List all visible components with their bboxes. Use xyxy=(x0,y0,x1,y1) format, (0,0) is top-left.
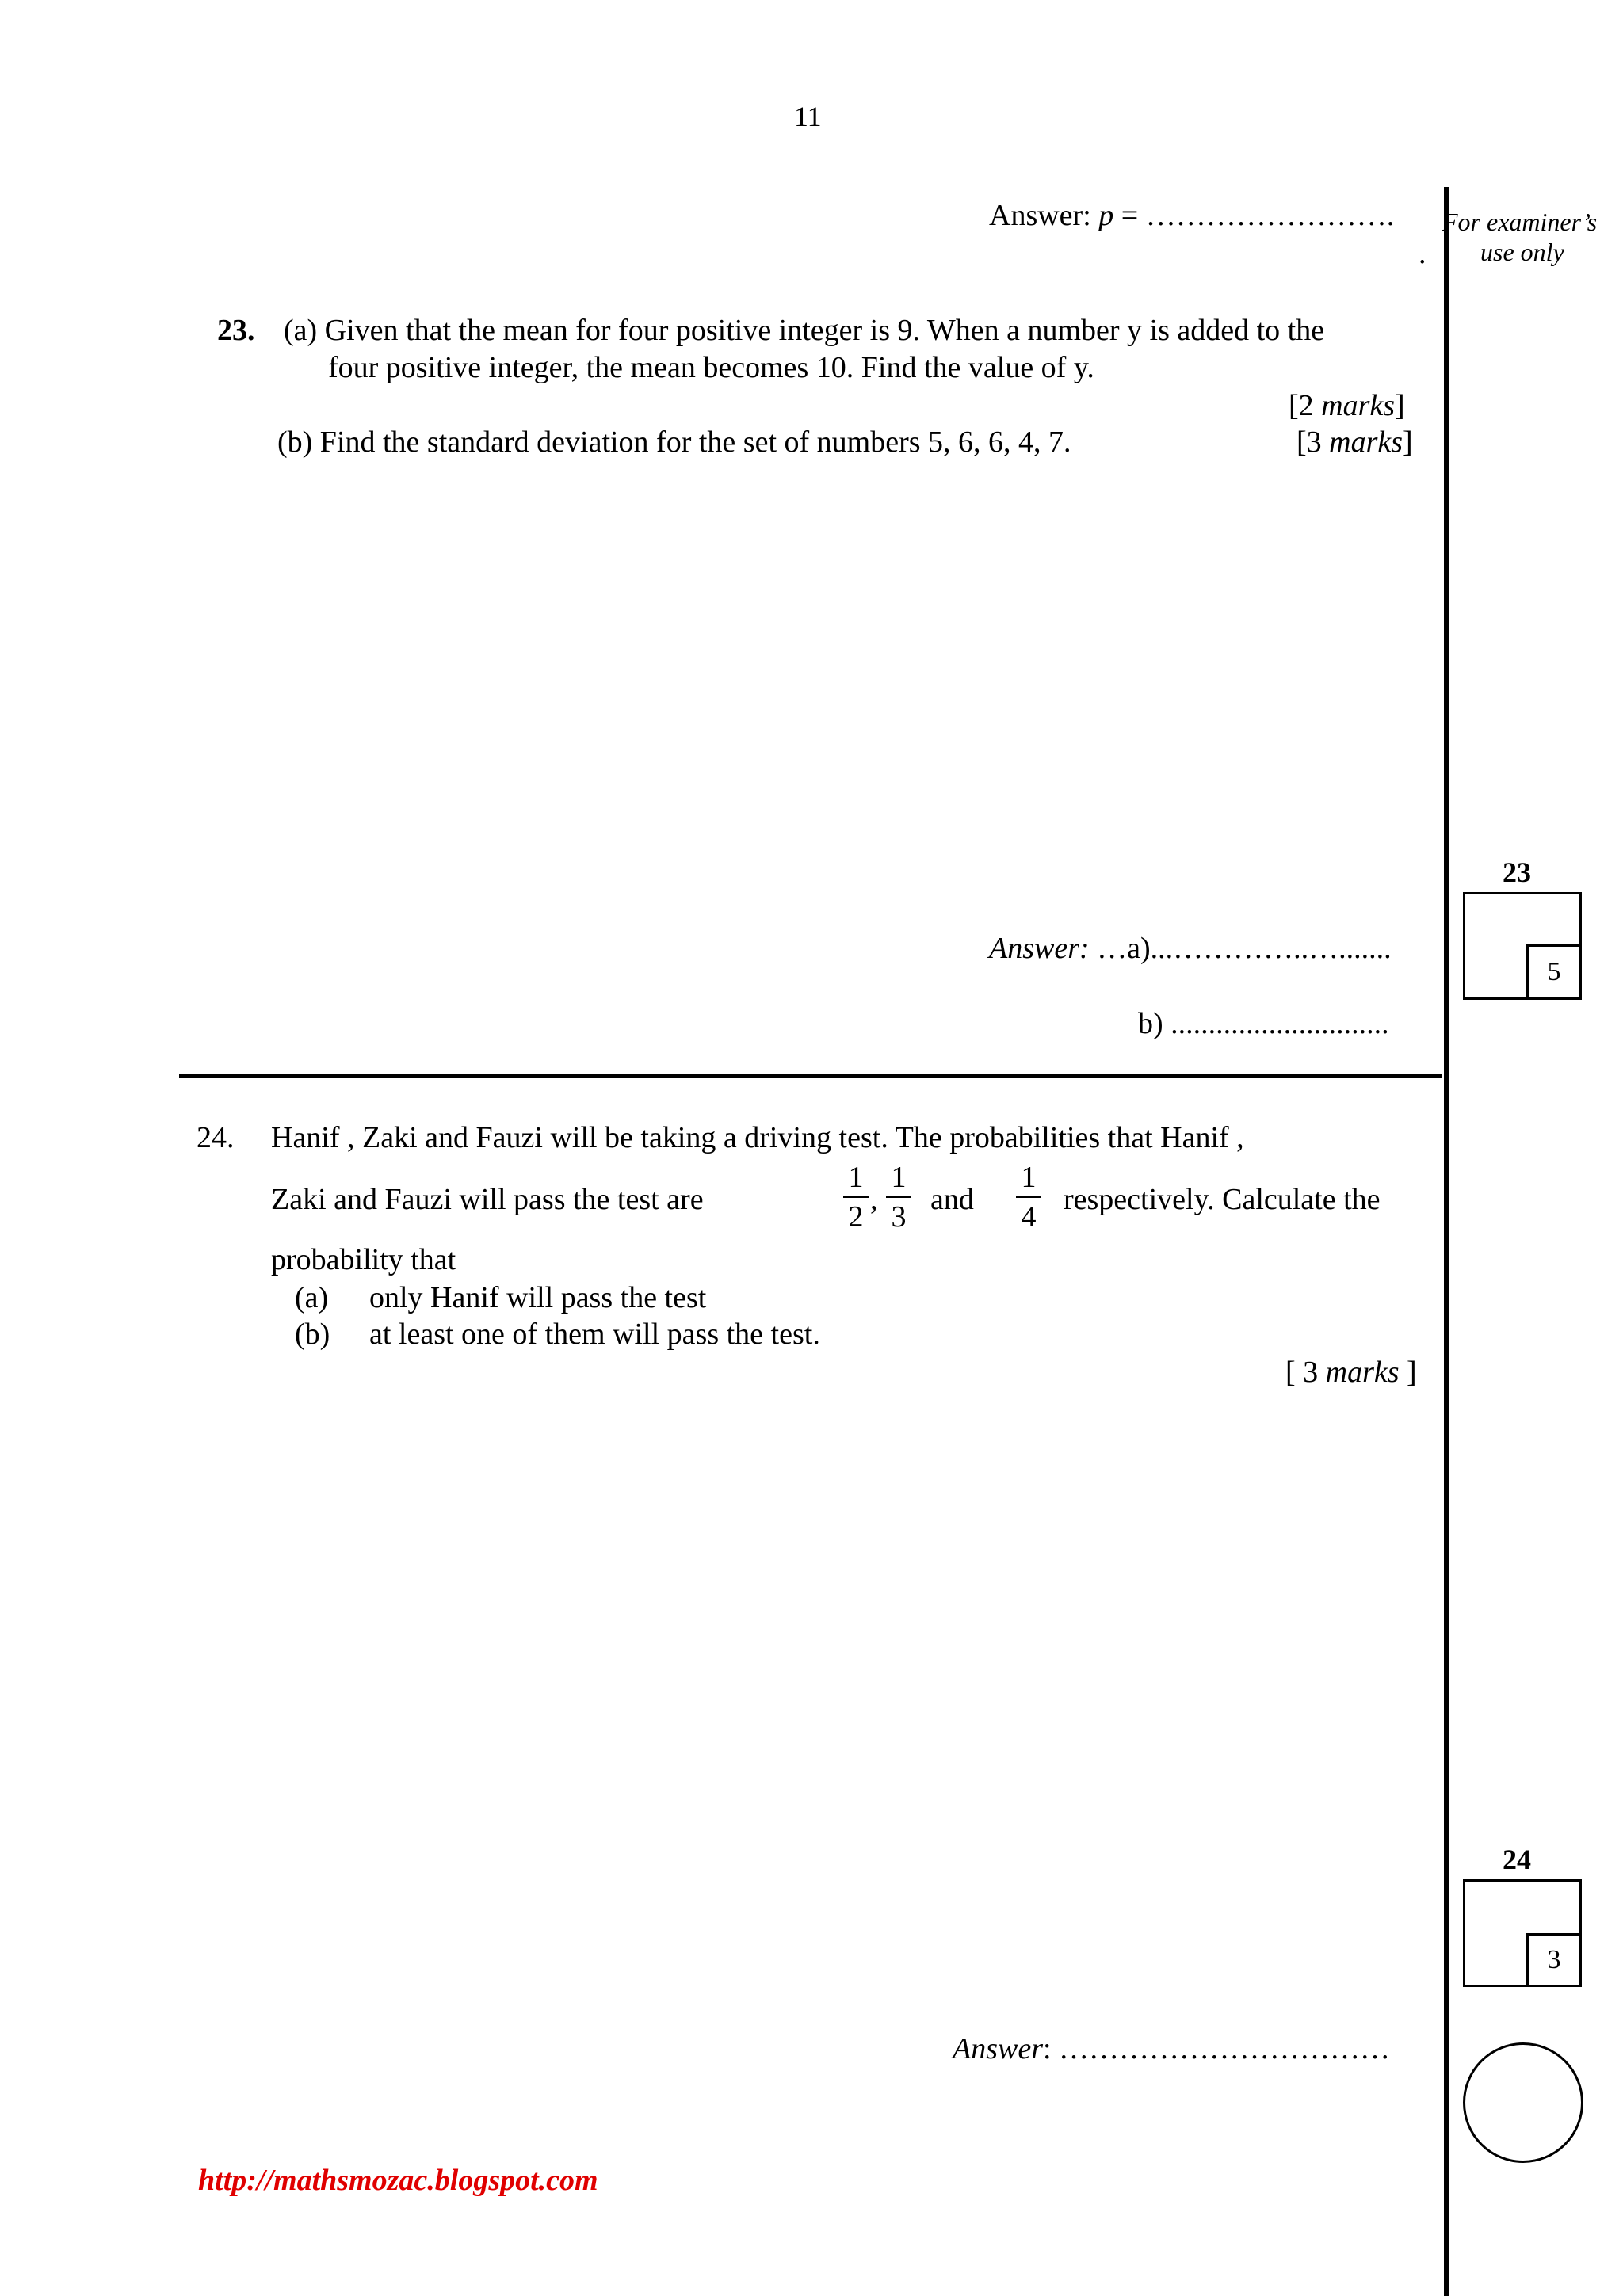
page-number: 11 xyxy=(794,101,822,132)
q23-answer-label: Answer: xyxy=(989,932,1098,965)
question-divider xyxy=(179,1074,1442,1078)
examiner-column-divider xyxy=(1444,187,1449,2296)
q24-part-a-label: (a) xyxy=(295,1281,329,1314)
q23-part-b-marks: [3 marks] xyxy=(1296,425,1413,459)
fraction-zaki: 1 3 xyxy=(886,1161,911,1233)
q23-answer-a xyxy=(989,931,1392,966)
q23-answer-b-blank: b) ............................. xyxy=(1138,1007,1389,1040)
prev-answer-variable: p xyxy=(1098,199,1114,232)
q24-part-b-label: (b) xyxy=(295,1318,330,1351)
q24-line3: probability that xyxy=(271,1243,456,1276)
q24-line1: Hanif , Zaki and Fauzi will be taking a driving test. The probabilities that Hanif , xyxy=(271,1121,1244,1154)
fraction-comma: , xyxy=(870,1183,878,1216)
prev-answer-blank: = ……………………. xyxy=(1113,199,1395,232)
q24-line2-start: Zaki and Fauzi will pass the test are xyxy=(271,1183,704,1216)
q24-and: and xyxy=(930,1183,974,1216)
total-score-circle xyxy=(1463,2042,1583,2163)
q23-number: 23. xyxy=(217,314,255,347)
q23-part-a-marks: [2 marks] xyxy=(1289,389,1405,422)
prev-answer-line xyxy=(989,198,1394,233)
q23-part-a-line1: (a) Given that the mean for four positive integer is 9. When a number y is added to the xyxy=(284,314,1325,347)
q23-max-marks: 5 xyxy=(1526,944,1582,1000)
footer-link[interactable]: http://mathsmozac.blogspot.com xyxy=(198,2164,598,2197)
q24-part-b-text: at least one of them will pass the test. xyxy=(369,1318,820,1351)
q24-answer xyxy=(953,2031,1390,2066)
examiner-column-header-line1: For examiner’s xyxy=(1442,208,1598,236)
q24-part-a-text: only Hanif will pass the test xyxy=(369,1281,707,1314)
q23-answer-a-blank: …a)...…………..…....... xyxy=(1097,932,1392,965)
prev-answer-label: Answer: xyxy=(989,199,1099,232)
q24-marks: [ 3 marks ] xyxy=(1285,1356,1417,1389)
q24-answer-blank: : …………………………… xyxy=(1043,2032,1391,2065)
prev-answer-dot: . xyxy=(1419,237,1426,270)
q24-max-marks: 3 xyxy=(1526,1933,1582,1987)
fraction-hanif: 1 2 xyxy=(843,1161,869,1233)
q24-line2-end: respectively. Calculate the xyxy=(1064,1183,1381,1216)
q23-box-label: 23 xyxy=(1503,856,1531,888)
q24-box-label: 24 xyxy=(1503,1844,1531,1875)
q23-part-a-line2: four positive integer, the mean becomes 10. Find the value of y. xyxy=(328,351,1094,384)
q24-number: 24. xyxy=(197,1121,235,1154)
q23-part-b: (b) Find the standard deviation for the set of numbers 5, 6, 6, 4, 7. xyxy=(277,425,1071,459)
examiner-column-header-line2: use only xyxy=(1480,238,1564,266)
fraction-fauzi: 1 4 xyxy=(1016,1161,1041,1233)
q24-answer-label: Answer xyxy=(953,2032,1043,2065)
